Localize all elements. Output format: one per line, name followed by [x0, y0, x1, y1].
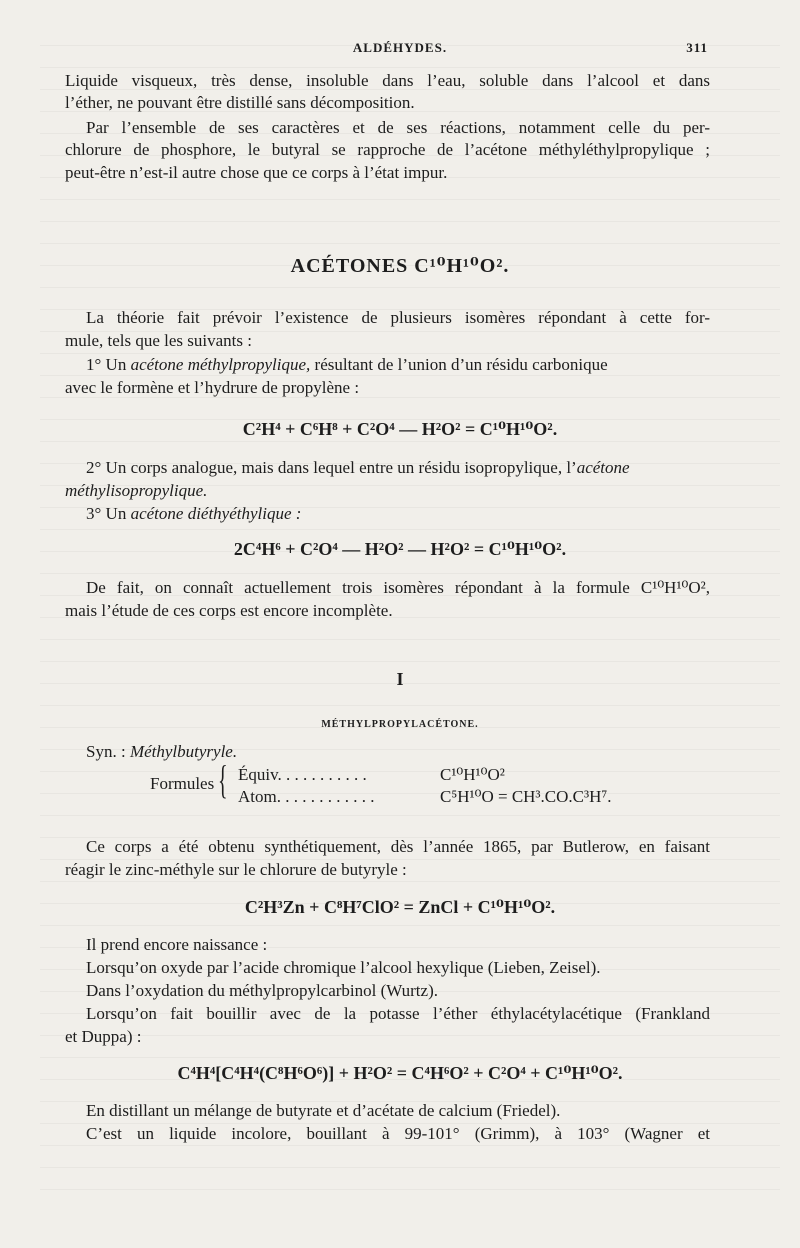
- list-item-emphasis: acétone: [576, 458, 630, 477]
- paragraph-line: mais l’étude de ces corps est encore incomplète.: [65, 601, 393, 620]
- paragraph-line: et Duppa) :: [65, 1027, 142, 1046]
- list-item-text: 1° Un: [86, 355, 131, 374]
- paragraph-line: réagir le zinc-méthyle sur le chlorure de butyryle :: [65, 860, 407, 879]
- section-heading-methylpropylacetone: MÉTHYLPROPYLACÉTONE.: [321, 719, 479, 730]
- list-item-emphasis: acétone méthylpropylique,: [130, 355, 311, 374]
- formula-name-equiv: Équiv. . . . . . . . . . .: [238, 765, 367, 784]
- list-item-text: 3° Un: [86, 504, 131, 523]
- chemical-equation-3: C²H³Zn + C⁸H⁷ClO² = ZnCl + C¹⁰H¹⁰O².: [244, 897, 556, 917]
- synonym-line: [86, 741, 710, 763]
- chemical-equation-1: C²H⁴ + C⁶H⁸ + C²O⁴ — H²O² = C¹⁰H¹⁰O².: [242, 419, 558, 439]
- synonym-value: Méthylbutyryle.: [129, 742, 238, 761]
- paragraph-line: Dans l’oxydation du méthylpropylcarbinol (Wurtz).: [86, 981, 438, 1000]
- running-title: ALDÉHYDES.: [352, 40, 448, 55]
- formula-name-atom: Atom. . . . . . . . . . . .: [238, 787, 375, 806]
- formula-value-equiv: C¹⁰H¹⁰O²: [440, 765, 505, 784]
- list-item-1: [86, 354, 710, 376]
- list-item-3: [86, 503, 710, 525]
- paragraph-line: De fait, on connaît actuellement trois isomères répondant à la formule C¹⁰H¹⁰O²,: [86, 578, 710, 597]
- paragraph-line: Lorsqu’on oxyde par l’acide chromique l’alcool hexylique (Lieben, Zeisel).: [86, 958, 601, 977]
- paragraph-line: mule, tels que les suivants :: [65, 331, 252, 350]
- section-numeral: I: [396, 669, 404, 689]
- paragraph-line: C’est un liquide incolore, bouillant à 99-101° (Grimm), à 103° (Wagner et: [86, 1124, 710, 1143]
- paragraph-line: [65, 480, 710, 502]
- paragraph-line: Liquide visqueux, très dense, insoluble dans l’eau, soluble dans l’alcool et dans: [65, 71, 710, 90]
- running-header: [0, 40, 800, 62]
- paragraph-line: Il prend encore naissance :: [86, 935, 268, 954]
- paragraph-line: Par l’ensemble de ses caractères et de ses réactions, notamment celle du per-: [86, 118, 710, 137]
- paragraph-line: Lorsqu’on fait bouillir avec de la potasse l’éther éthylacétylacétique (Frankland: [86, 1004, 710, 1023]
- formulas-label: Formules: [150, 774, 215, 793]
- paragraph-line: chlorure de phosphore, le butyral se rapproche de l’acétone méthyléthylpropylique ;: [65, 140, 710, 159]
- section-heading-acetones: ACÉTONES C¹⁰H¹⁰O².: [290, 255, 510, 277]
- list-item-text: résultant de l’union d’un résidu carbonique: [310, 355, 608, 374]
- list-item-2: [86, 457, 710, 479]
- formula-value-atom: C⁵H¹⁰O = CH³.CO.C³H⁷.: [440, 787, 612, 806]
- paragraph-line: avec le formène et l’hydrure de propylène :: [65, 378, 360, 397]
- list-item-text: 2° Un corps analogue, mais dans lequel entre un résidu isopropylique, l’: [86, 458, 577, 477]
- paragraph-line: Ce corps a été obtenu synthétiquement, dès l’année 1865, par Butlerow, en faisant: [86, 837, 710, 856]
- paragraph-line: peut-être n’est-il autre chose que ce corps à l’état impur.: [65, 163, 448, 182]
- paragraph-line: En distillant un mélange de butyrate et d’acétate de calcium (Friedel).: [86, 1101, 561, 1120]
- paragraph-line: La théorie fait prévoir l’existence de plusieurs isomères répondant à cette for-: [86, 308, 710, 327]
- chemical-equation-2: 2C⁴H⁶ + C²O⁴ — H²O² — H²O² = C¹⁰H¹⁰O².: [233, 539, 567, 559]
- page-number: 311: [686, 40, 708, 55]
- chemical-equation-4: C⁴H⁴[C⁴H⁴(C⁸H⁶O⁶)] + H²O² = C⁴H⁶O² + C²O⁴ + C¹⁰H¹⁰O².: [177, 1063, 623, 1083]
- list-item-emphasis: méthylisopropylique.: [65, 481, 208, 500]
- brace-icon: {: [218, 757, 228, 802]
- paragraph-line: l’éther, ne pouvant être distillé sans décomposition.: [65, 93, 415, 112]
- synonym-label: Syn. :: [86, 742, 130, 761]
- list-item-emphasis: acétone diéthyéthylique :: [130, 504, 302, 523]
